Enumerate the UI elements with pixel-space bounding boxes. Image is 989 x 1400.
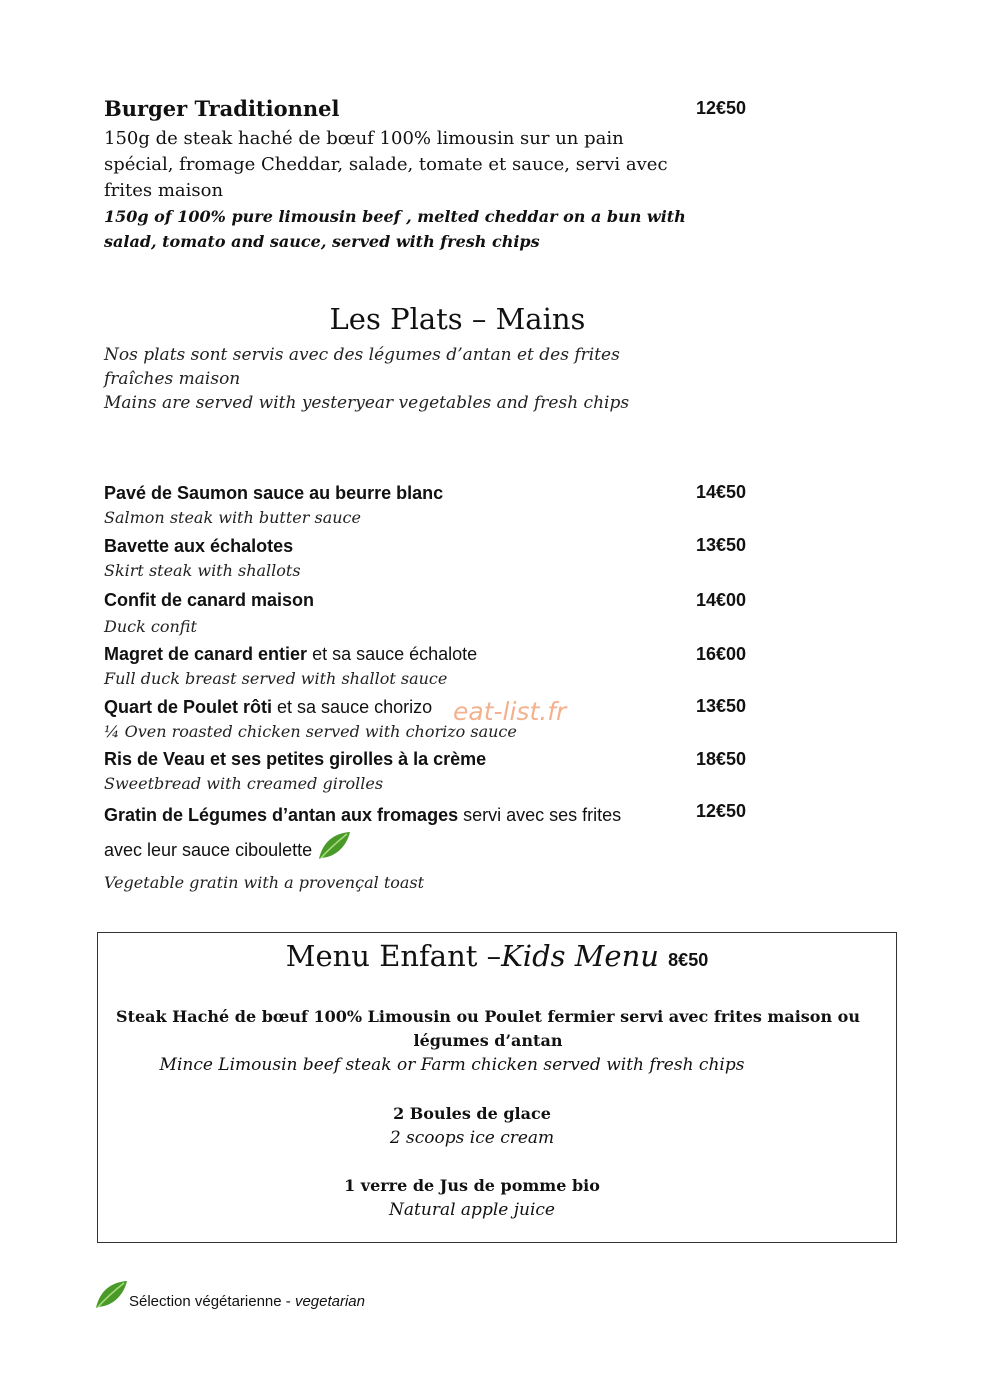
- kids-item-main: Steak Haché de bœuf 100% Limousin ou Poulet fermier servi avec frites maison ou légumes d’antan: [116, 1007, 860, 1050]
- dish-price: 12€50: [696, 801, 747, 821]
- dish-item: [104, 799, 664, 895]
- legend-label-fr: Sélection végétarienne -: [129, 1293, 295, 1310]
- kids-item-main-en: Mince Limousin beef steak or Farm chicken served with fresh chips: [159, 1055, 745, 1075]
- dish-name: Magret de canard entier: [104, 644, 308, 664]
- mains-note: [104, 343, 684, 415]
- vegetarian-legend: [94, 1280, 365, 1315]
- watermark: eat-list.fr: [453, 697, 567, 726]
- mains-note-fr: Nos plats sont servis avec des légumes d’antan et des frites fraîches maison: [104, 345, 620, 389]
- dish-item: [104, 480, 664, 530]
- kids-item-juice-en: Natural apple juice: [389, 1200, 555, 1220]
- kids-menu-box: [97, 932, 897, 1243]
- dish-item: [104, 641, 664, 691]
- dish-en: ¼ Oven roasted chicken served with chorizo sauce: [104, 722, 517, 741]
- kids-menu-title: [98, 939, 896, 973]
- dish-item: [104, 746, 664, 796]
- mains-note-en: Mains are served with yesteryear vegetables and fresh chips: [104, 393, 630, 413]
- legend-label-en: vegetarian: [294, 1293, 365, 1310]
- dish-name: Confit de canard maison: [104, 590, 315, 610]
- dish-price: 13€50: [696, 696, 747, 716]
- vegetarian-legend-label: [129, 1293, 365, 1310]
- dish-item: [104, 694, 664, 744]
- dish-name-rest: et sa sauce échalote: [307, 644, 478, 664]
- dish-en: Vegetable gratin with a provençal toast: [104, 873, 425, 892]
- kids-title-fr: Menu Enfant –: [285, 939, 502, 973]
- dish-name: Pavé de Saumon sauce au beurre blanc: [104, 483, 444, 503]
- dish-name: Quart de Poulet rôti: [104, 697, 273, 717]
- dish-name: Gratin de Légumes d’antan aux fromages: [104, 805, 459, 825]
- dish-item: [104, 587, 664, 639]
- dish-en: Sweetbread with creamed girolles: [104, 774, 384, 793]
- dish-en: Skirt steak with shallots: [104, 561, 301, 580]
- dish-price: 18€50: [696, 749, 747, 769]
- burger-description-en: 150g of 100% pure limousin beef , melted cheddar on a bun with salad, tomato and sauce, served with fresh chips: [104, 207, 686, 251]
- dish-name: Bavette aux échalotes: [104, 536, 294, 556]
- dish-price: 13€50: [696, 535, 747, 555]
- mains-heading: Les Plats – Mains: [329, 302, 586, 336]
- dish-en: Full duck breast served with shallot sauce: [104, 669, 448, 688]
- dish-en: Duck confit: [104, 617, 197, 636]
- kids-title-en: Kids Menu: [501, 939, 659, 973]
- burger-price: 12€50: [696, 98, 747, 118]
- kids-item-icecream: 2 Boules de glace: [393, 1104, 551, 1123]
- dish-en: Salmon steak with butter sauce: [104, 508, 361, 527]
- dish-price: 14€00: [696, 590, 747, 610]
- dish-price: 14€50: [696, 482, 747, 502]
- dish-name-rest: servi avec ses frites avec leur sauce ciboulette: [104, 805, 622, 860]
- leaf-icon: [317, 831, 351, 871]
- kids-item-juice: 1 verre de Jus de pomme bio: [344, 1176, 600, 1195]
- burger-description: 150g de steak haché de bœuf 100% limousin sur un pain spécial, fromage Cheddar, salade, tomate et sauce, servi avec frites maison: [104, 128, 668, 201]
- kids-price: 8€50: [668, 950, 709, 970]
- dish-name-rest: et sa sauce chorizo: [272, 697, 433, 717]
- dish-item: [104, 533, 664, 583]
- dish-price: 16€00: [696, 644, 747, 664]
- burger-title: Burger Traditionnel: [104, 96, 340, 121]
- leaf-icon: [94, 1280, 128, 1315]
- dish-name: Ris de Veau et ses petites girolles à la crème: [104, 749, 487, 769]
- kids-item-icecream-en: 2 scoops ice cream: [389, 1128, 555, 1148]
